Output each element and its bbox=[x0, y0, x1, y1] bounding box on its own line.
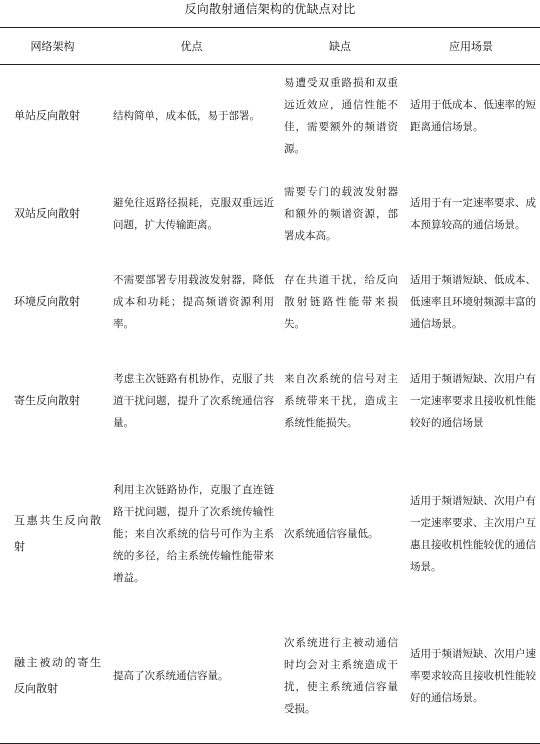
cell-architecture: 单站反向散射 bbox=[14, 109, 80, 122]
cell-application: 适用于频谱短缺、次用户速率要求较高且接收机性能较好的通信场景。 bbox=[410, 648, 536, 704]
header-application: 应用场景 bbox=[449, 39, 493, 53]
table-header bbox=[0, 28, 540, 63]
header-architecture: 网络架构 bbox=[30, 39, 75, 53]
cell-application: 适用于频谱短缺、低成本、低速率且环境射频源丰富的通信场景。 bbox=[410, 274, 536, 330]
cell-advantages: 不需要部署专用载波发射器，降低成本和功耗；提高频谱资源利用率。 bbox=[113, 274, 274, 330]
header-row bbox=[0, 28, 540, 63]
cell-disadvantages: 来自次系统的信号对主系统带来干扰，造成主系统性能损失。 bbox=[284, 372, 398, 429]
cell-advantages: 利用主次链路协作，克服了直连链路干扰问题，提升了次系统传输性能；来自次系统的信号可作为主系统的多径，给主系统传输性能带来增益。 bbox=[113, 483, 274, 584]
cell-architecture: 双站反向散射 bbox=[14, 207, 80, 220]
comparison-table bbox=[0, 28, 540, 741]
cell-application: 适用于有一定速率要求、成本预算较高的通信场景。 bbox=[410, 197, 536, 231]
cell-architecture: 融主被动的寄生反向散射 bbox=[14, 656, 101, 695]
table-row bbox=[0, 611, 540, 741]
cell-advantages: 考虑主次链路有机协作，克服了共道干扰问题，提升了次系统通信容量。 bbox=[113, 372, 274, 429]
cell-disadvantages: 需要专门的载波发射器和额外的频谱资源，部署成本高。 bbox=[284, 186, 398, 242]
table-row bbox=[0, 345, 540, 456]
cell-application: 适用于频谱短缺、次用户有一定速率要求、主次用户互惠且接收机性能较优的通信场景。 bbox=[410, 494, 536, 573]
cell-advantages: 避免往返路径损耗，克服双重远近问题，扩大传输距离。 bbox=[113, 197, 274, 231]
header-advantages: 优点 bbox=[180, 39, 203, 53]
table-body bbox=[0, 63, 540, 741]
cell-advantages: 结构简单，成本低，易于部署。 bbox=[113, 110, 260, 122]
header-disadvantages: 缺点 bbox=[329, 39, 351, 53]
cell-disadvantages: 易遭受双重路损和双重远近效应，通信性能不佳，需要额外的频谱资源。 bbox=[284, 77, 398, 155]
cell-advantages: 提高了次系统通信容量。 bbox=[113, 670, 229, 682]
table-row bbox=[0, 169, 540, 259]
cell-architecture: 环境反向散射 bbox=[14, 295, 80, 308]
cell-disadvantages: 次系统通信容量低。 bbox=[284, 527, 379, 540]
cell-disadvantages: 存在共道干扰，给反向散射链路性能带来损失。 bbox=[284, 274, 398, 330]
table-title: 反向散射通信架构的优缺点对比 bbox=[184, 2, 356, 16]
cell-disadvantages: 次系统进行主被动通信时均会对主系统造成干扰，使主系统通信容量受损。 bbox=[284, 637, 398, 715]
table-row bbox=[0, 456, 540, 611]
cell-architecture: 寄生反向散射 bbox=[14, 393, 80, 407]
cell-architecture: 互惠共生反向散射 bbox=[14, 513, 101, 553]
table-row bbox=[0, 63, 540, 169]
table-row bbox=[0, 259, 540, 345]
cell-application: 适用于低成本、低速率的短距离通信场景。 bbox=[410, 99, 536, 133]
cell-application: 适用于频谱短缺、次用户有一定速率要求且接收机性能较好的通信场景 bbox=[410, 372, 536, 429]
